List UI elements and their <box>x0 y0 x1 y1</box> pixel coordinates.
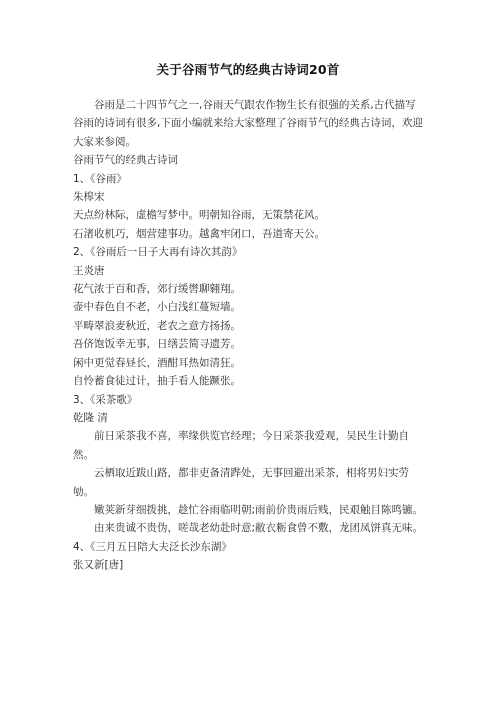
poem-line: 石渚收机巧，烟营建事功。越禽牢闭口，吾道寄天公。 <box>73 227 325 240</box>
poem-line: 天点纷林际，虚檐写梦中。明朝知谷雨，无策禁花风。 <box>73 209 325 222</box>
document-body <box>73 96 425 575</box>
intro-paragraph: 谷雨是二十四节气之一,谷雨天气跟农作物生长有很强的关系,古代描写谷雨的诗词有很多,下面小编就来给大家整理了谷雨节气的经典古诗词，欢迎大家来参阅。 <box>73 99 423 148</box>
poem-line: 壶中春色自不老，小白浅红蔓短墙。 <box>73 301 241 314</box>
poem-author: 王炎唐 <box>73 264 105 277</box>
poem-paragraph: 云栖取近跋山路，都非吏备清跸处，无事回避出采茶，相将男妇实劳劬。 <box>73 467 409 498</box>
poem-paragraph: 嫩荚新芽细拨挑，趁忙谷雨临明朝;雨前价贵雨后贱，民艰触目陈鸣镳。 <box>94 503 424 516</box>
poem-line: 花气浓于百和香，郊行缓辔聊翱翔。 <box>73 283 241 296</box>
poem-line: 闲中更觉春昼长，酒酣耳热如清狂。 <box>73 356 241 369</box>
poem-title: 1、《谷雨》 <box>73 172 127 185</box>
poem-line: 吾侪饱饭幸无事，日缮芸简寻遗芳。 <box>73 338 241 351</box>
poem-title: 3、《采茶歌》 <box>73 393 138 406</box>
poem-paragraph: 前日采茶我不喜，率缘供览官经理；今日采茶我爱观，吴民生计勤自然。 <box>73 430 409 461</box>
poem-author: 朱槔宋 <box>73 191 105 204</box>
poem-author: 张又新[唐] <box>73 559 124 572</box>
section-heading: 谷雨节气的经典古诗词 <box>73 154 178 167</box>
poem-paragraph: 由来贵诚不贵伪，嗟哉老幼赴时意;敝衣粝食曾不敷，龙团凤饼真无味。 <box>94 522 424 535</box>
poem-title: 2、《谷雨后一日子大再有诗次其韵》 <box>73 246 243 259</box>
poem-line: 自怜蓄食徒过计，抽手看人能蹶张。 <box>73 375 241 388</box>
poem-title: 4、《三月五日陪大夫泛长沙东湖》 <box>73 540 232 553</box>
poem-line: 平畴翠浪麦秋近，老农之意方扬扬。 <box>73 319 241 332</box>
document-title: 关于谷雨节气的经典古诗词20首 <box>156 62 340 77</box>
poem-author: 乾隆 清 <box>73 411 108 424</box>
